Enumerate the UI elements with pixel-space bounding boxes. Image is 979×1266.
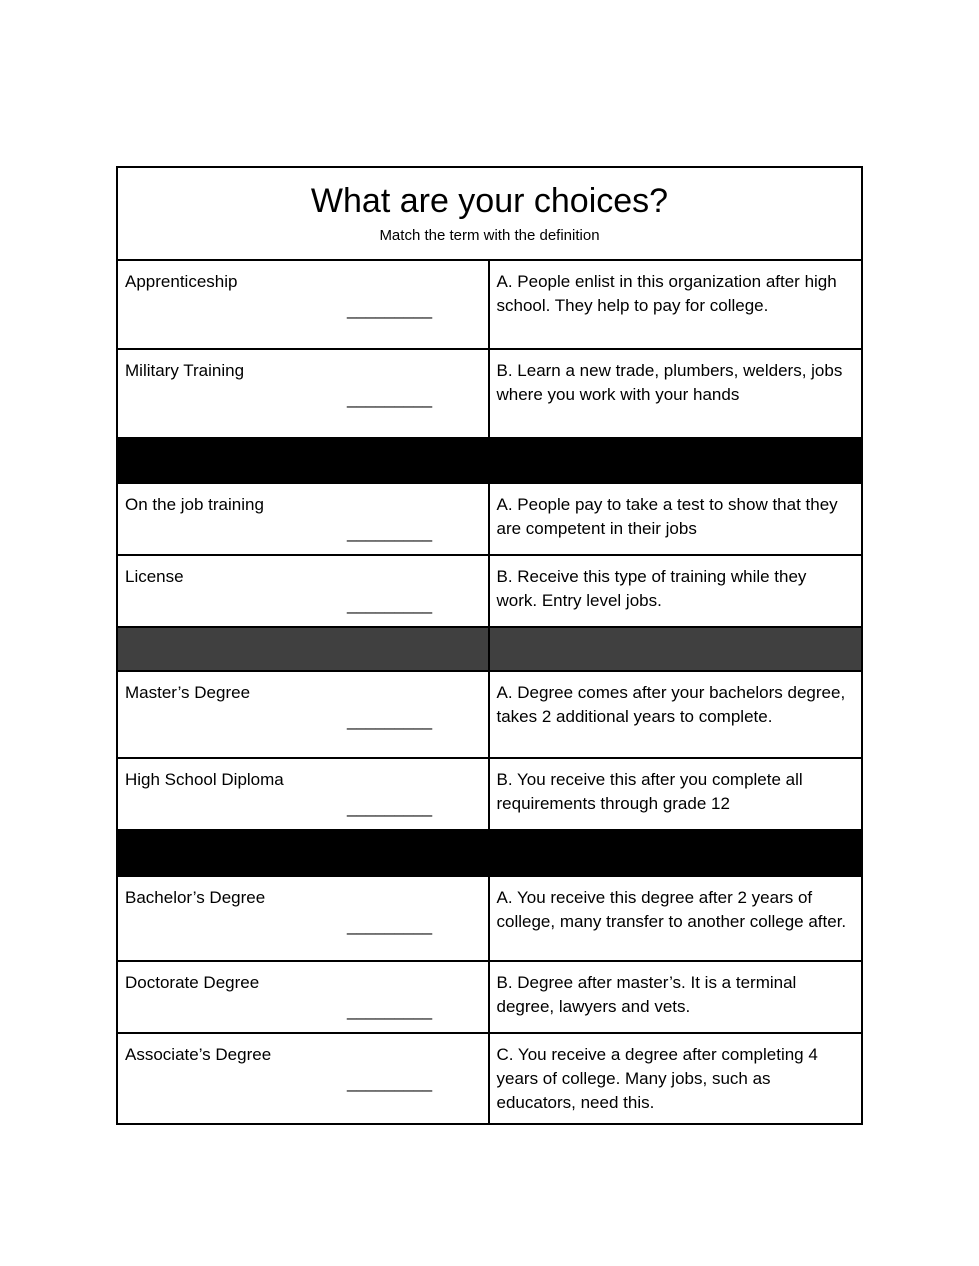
table-row [118,757,861,829]
term-label: Apprenticeship [125,272,238,291]
separator-cell [490,628,862,670]
definition-text: C. You receive a degree after completing 4 years of college. Many jobs, such as educators, need this. [496,1045,818,1112]
definition-cell [490,877,862,960]
definition-text: A. People enlist in this organization after high school. They help to pay for college. [496,272,837,315]
term-label: High School Diploma [125,770,284,789]
separator-cell [118,439,490,482]
page-subtitle: Match the term with the definition [379,227,600,244]
term-cell [118,877,490,960]
table-row [118,960,861,1032]
term-cell [118,1034,490,1123]
term-cell [118,556,490,626]
term-label: On the job training [125,495,264,514]
definition-text: A. You receive this degree after 2 years of college, many transfer to another college after. [496,888,847,931]
term-cell [118,672,490,757]
table-row [118,875,861,960]
table-row [118,554,861,626]
answer-blank: _________ [347,916,433,935]
answer-blank: _________ [347,1073,433,1092]
answer-blank: _________ [347,595,433,614]
term-cell [118,484,490,554]
definition-text: A. Degree comes after your bachelors degree, takes 2 additional years to complete. [496,683,846,726]
definition-text: A. People pay to take a test to show that they are competent in their jobs [496,495,838,538]
definition-text: B. You receive this after you complete all requirements through grade 12 [496,770,803,813]
answer-blank: _________ [347,1001,433,1020]
worksheet-table [116,166,863,1125]
separator-cell [490,831,862,875]
definition-cell [490,556,862,626]
term-label: Doctorate Degree [125,973,260,992]
answer-blank: _________ [347,389,433,408]
separator-cell [118,628,490,670]
separator-row [118,437,861,482]
term-cell [118,759,490,829]
title-row [118,168,861,259]
term-cell [118,350,490,437]
definition-text: B. Degree after master’s. It is a terminal degree, lawyers and vets. [496,973,797,1016]
separator-cell [490,439,862,482]
definition-cell [490,261,862,348]
table-row [118,259,861,348]
separator-row [118,829,861,875]
definition-cell [490,759,862,829]
page-title: What are your choices? [310,182,669,220]
table-row [118,670,861,757]
separator-cell [118,831,490,875]
separator-row [118,626,861,670]
answer-blank: _________ [347,711,433,730]
definition-cell [490,484,862,554]
term-label: Associate’s Degree [125,1045,272,1064]
answer-blank: _________ [347,523,433,542]
table-row [118,348,861,437]
definition-cell [490,350,862,437]
term-cell [118,962,490,1032]
term-label: Bachelor’s Degree [125,888,266,907]
term-cell [118,261,490,348]
term-label: License [125,567,184,586]
term-label: Master’s Degree [125,683,251,702]
definition-cell [490,962,862,1032]
definition-cell [490,672,862,757]
definition-text: B. Receive this type of training while they work. Entry level jobs. [496,567,807,610]
answer-blank: _________ [347,300,433,319]
table-row [118,1032,861,1123]
answer-blank: _________ [347,798,433,817]
definition-cell [490,1034,862,1123]
term-label: Military Training [125,361,245,380]
definition-text: B. Learn a new trade, plumbers, welders, jobs where you work with your hands [496,361,843,404]
table-row [118,482,861,554]
